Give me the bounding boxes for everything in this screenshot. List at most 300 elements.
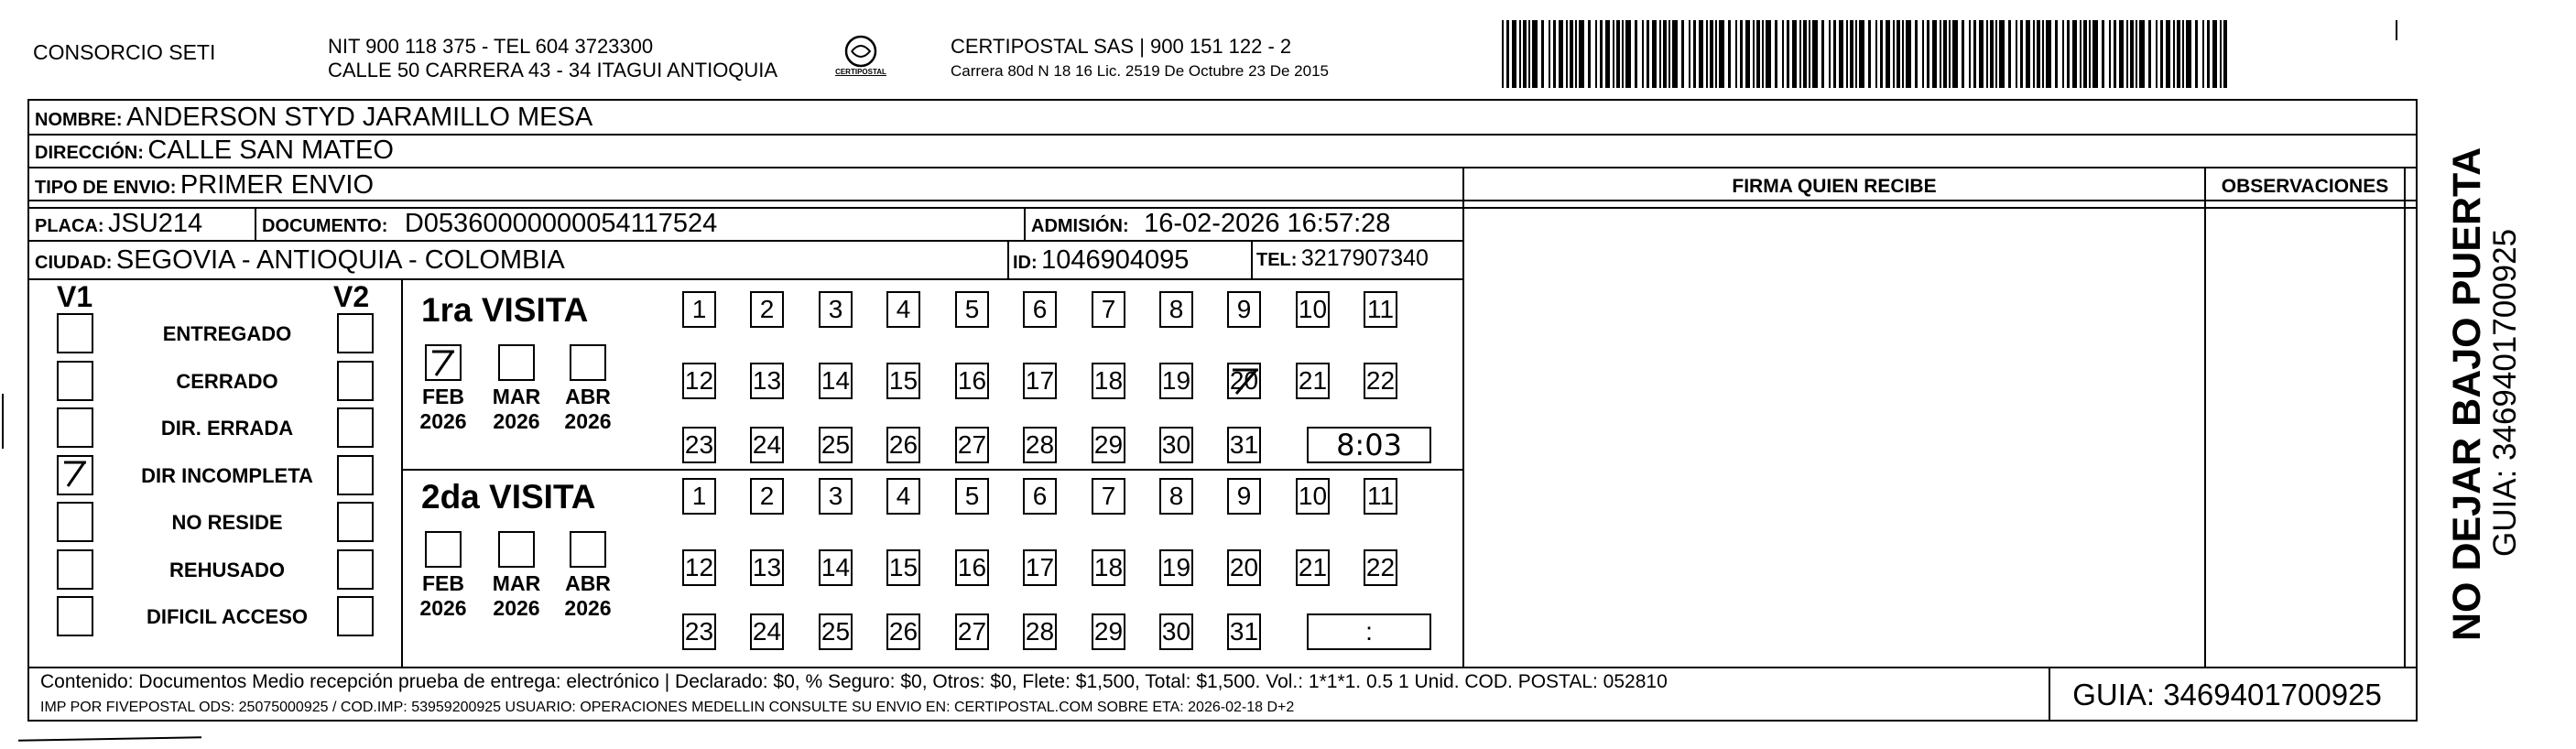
status-label: DIR. ERRADA (160, 417, 294, 440)
barcode-bar (1575, 20, 1577, 88)
visit1-day-box[interactable]: 24 (750, 427, 784, 463)
visit1-day-box[interactable]: 9 (1227, 291, 1261, 328)
barcode-bar (1915, 20, 1918, 88)
certipostal-line1: CERTIPOSTAL SAS | 900 151 122 - 2 (951, 35, 1292, 58)
side-guia: GUIA: 3469401700925 (2487, 228, 2523, 557)
barcode-bar (2156, 20, 2158, 88)
barcode-bar (1803, 20, 1807, 88)
barcode-bar (1706, 20, 1708, 88)
row-line (27, 240, 1463, 242)
barcode-bar (1549, 20, 1550, 88)
visit1-day-box[interactable]: 4 (886, 291, 920, 328)
visit2-month-label (560, 571, 615, 621)
barcode-bar (1986, 20, 1988, 88)
barcode-bar (2083, 20, 2087, 88)
status-v1-checkbox[interactable] (57, 596, 93, 636)
status-v1-checkbox[interactable] (57, 502, 93, 542)
visit2-day-box[interactable]: 6 (1023, 478, 1057, 515)
barcode-bar (2186, 20, 2191, 88)
barcode-bar (2173, 20, 2175, 88)
barcode-bar (1541, 20, 1544, 88)
direccion-value: CALLE SAN MATEO (147, 136, 394, 165)
barcode-bar (2072, 20, 2077, 88)
barcode-bar (2092, 20, 2098, 88)
visit2-month-label (489, 571, 544, 621)
col-line (1251, 240, 1253, 278)
visit1-month-year: 2026 (493, 409, 540, 433)
barcode-bar (2136, 20, 2137, 88)
barcode-bar (1512, 20, 1516, 88)
barcode-bar (1647, 20, 1649, 88)
ciudad-value: SEGOVIA - ANTIOQUIA - COLOMBIA (115, 245, 565, 275)
barcode-bar (2119, 20, 2124, 88)
barcode-bar (1710, 20, 1713, 88)
barcode-bar (1693, 20, 1696, 88)
corner-mark (2396, 20, 2397, 40)
visit2-day-box[interactable]: 22 (1364, 549, 1397, 586)
visit1-day-box[interactable]: 27 (955, 427, 989, 463)
visit2-day-box[interactable]: 19 (1159, 549, 1193, 586)
status-v1-checkbox[interactable] (57, 455, 93, 495)
barcode-bar (2046, 20, 2051, 88)
certipostal-logo-icon (833, 33, 888, 84)
tipo-label: TIPO DE ENVIO: (35, 178, 177, 198)
barcode-bar (2080, 20, 2081, 88)
visit1-day-box[interactable]: 1 (682, 291, 716, 328)
visit1-day-box[interactable]: 25 (819, 427, 853, 463)
visit2-title: 2da VISITA (421, 478, 596, 516)
barcode-bar (1799, 20, 1801, 88)
company-name: CONSORCIO SETI (33, 40, 216, 64)
visit1-day-box[interactable]: 31 (1227, 427, 1261, 463)
barcode-bar (1699, 20, 1703, 88)
visit1-day-box[interactable]: 20 (1227, 363, 1261, 399)
barcode-bar (1775, 20, 1777, 88)
visit1-day-box[interactable]: 3 (819, 291, 853, 328)
check-mark-icon (57, 455, 93, 492)
barcode-bar (1850, 20, 1853, 88)
barcode-bar (1616, 20, 1620, 88)
status-v2-checkbox[interactable] (337, 361, 374, 401)
barcode-bar (1595, 20, 1597, 88)
visit1-day-box[interactable]: 10 (1296, 291, 1330, 328)
visit-divider (401, 469, 1463, 471)
nombre-value: ANDERSON STYD JARAMILLO MESA (126, 103, 593, 132)
visit1-day-box[interactable]: 6 (1023, 291, 1057, 328)
visit1-day-box[interactable]: 21 (1296, 363, 1330, 399)
barcode-bar (1875, 20, 1877, 88)
visit1-day-box[interactable]: 19 (1159, 363, 1193, 399)
visit1-day-box[interactable]: 30 (1159, 427, 1193, 463)
visit2-day-box[interactable]: 11 (1364, 478, 1397, 515)
col-line (2049, 667, 2050, 722)
barcode-bar (1588, 20, 1591, 88)
visit2-day-box[interactable]: 30 (1159, 613, 1193, 650)
barcode-bar (2067, 20, 2070, 88)
tipo-value: PRIMER ENVIO (179, 170, 375, 200)
col-line (255, 207, 256, 240)
visit1-time-box[interactable]: 8:03 (1307, 427, 1431, 463)
barcode-bar (1809, 20, 1810, 88)
status-label: DIFICIL ACCESO (146, 605, 308, 628)
tipo-row (35, 170, 374, 201)
visit1-month-year: 2026 (419, 409, 467, 433)
barcode-bar (1782, 20, 1784, 88)
barcode-bar (1821, 20, 1824, 88)
status-label: ENTREGADO (162, 322, 292, 345)
barcode-bar (2033, 20, 2035, 88)
barcode-bar (2212, 20, 2217, 88)
status-v2-checkbox[interactable] (337, 313, 374, 353)
visit1-day-box[interactable]: 22 (1364, 363, 1397, 399)
id-row (1013, 245, 1189, 276)
visit2-month-name: MAR (492, 571, 541, 595)
status-v1-checkbox[interactable] (57, 313, 93, 353)
barcode-bar (1999, 20, 2005, 88)
visit2-day-box[interactable]: 9 (1227, 478, 1261, 515)
barcode-bar (1689, 20, 1690, 88)
admision-value: 16-02-2026 16:57:28 (1144, 209, 1391, 238)
row-line (27, 278, 1463, 280)
visit1-day-box[interactable]: 26 (886, 427, 920, 463)
barcode-bar (1812, 20, 1818, 88)
admision-label: ADMISIÓN: (1031, 216, 1129, 236)
barcode-bar (2160, 20, 2163, 88)
check-mark-icon (1227, 363, 1264, 399)
barcode-bar (2166, 20, 2170, 88)
barcode-bar (1663, 20, 1667, 88)
barcode-bar (1932, 20, 1937, 88)
barcode (1502, 20, 2227, 88)
visit1-day-box[interactable]: 2 (750, 291, 784, 328)
v1-label: V1 (57, 280, 93, 313)
barcode-bar (1659, 20, 1661, 88)
visit2-day-box[interactable]: 31 (1227, 613, 1261, 650)
col-line (1007, 240, 1009, 278)
barcode-bar (1886, 20, 1890, 88)
footer-contenido: Contenido: Documentos Medio recepción prueba de entrega: electrónico | Declarado: $0, % Seguro: $0, Otros: $0, Flete: $1,500, Total: $1,500. Vol.: 1*1*1. 0.5 1 Unid. COD. POSTAL: 052810 (40, 671, 1668, 692)
barcode-bar (1979, 20, 1984, 88)
barcode-bar (1668, 20, 1670, 88)
ciudad-row (35, 245, 565, 276)
visit2-time-box[interactable]: : (1307, 613, 1431, 650)
barcode-bar (1625, 20, 1631, 88)
certipostal-logo-text: CERTIPOSTAL (835, 68, 886, 76)
barcode-bar (2109, 20, 2111, 88)
status-v2-checkbox[interactable] (337, 502, 374, 542)
documento-value: D05360000000054117524 (404, 209, 718, 238)
barcode-bar (2042, 20, 2044, 88)
barcode-bar (1787, 20, 1789, 88)
visit1-month-label (489, 385, 544, 434)
barcode-bar (1672, 20, 1678, 88)
barcode-bar (2177, 20, 2180, 88)
visit2-day-box[interactable]: 28 (1023, 613, 1057, 650)
barcode-bar (1762, 20, 1764, 88)
visit2-day-box[interactable]: 4 (886, 478, 920, 515)
status-v1-checkbox[interactable] (57, 407, 93, 448)
tel-row (1256, 245, 1429, 272)
nombre-label: NOMBRE: (35, 110, 123, 130)
barcode-bar (1880, 20, 1883, 88)
status-label: DIR INCOMPLETA (141, 464, 313, 487)
footer-guia: GUIA: 3469401700925 (2072, 678, 2382, 711)
barcode-bar (1519, 20, 1521, 88)
nombre-row (35, 103, 592, 133)
status-v2-checkbox[interactable] (337, 455, 374, 495)
visit2-month-label (416, 571, 471, 621)
barcode-bar (2089, 20, 2091, 88)
visit1-month-name: ABR (565, 385, 611, 408)
col-line (2204, 167, 2206, 667)
visit1-day-box[interactable]: 15 (886, 363, 920, 399)
barcode-bar (2008, 20, 2011, 88)
documento-row (262, 209, 717, 239)
visit2-day-box[interactable]: 10 (1296, 478, 1330, 515)
certipostal-line2: Carrera 80d N 18 16 Lic. 2519 De Octubre 23 De 2015 (951, 62, 1329, 80)
direccion-label: DIRECCIÓN: (35, 143, 144, 163)
barcode-bar (2026, 20, 2030, 88)
visit2-day-box[interactable]: 29 (1092, 613, 1125, 650)
documento-label: DOCUMENTO: (262, 216, 388, 236)
barcode-bar (2126, 20, 2128, 88)
barcode-bar (1897, 20, 1900, 88)
barcode-bar (1846, 20, 1848, 88)
barcode-bar (1839, 20, 1843, 88)
visit1-month-checkbox[interactable] (498, 344, 535, 381)
barcode-bar (1715, 20, 1717, 88)
barcode-bar (2202, 20, 2204, 88)
row-line (27, 167, 2418, 168)
barcode-bar (2062, 20, 2064, 88)
barcode-bar (1642, 20, 1644, 88)
barcode-bar (1613, 20, 1614, 88)
id-value: 1046904095 (1041, 245, 1190, 275)
barcode-bar (1859, 20, 1864, 88)
barcode-bar (1728, 20, 1731, 88)
visit1-month-checkbox[interactable] (570, 344, 606, 381)
barcode-bar (1652, 20, 1657, 88)
row-line (27, 667, 2418, 668)
visit2-month-name: FEB (422, 571, 464, 595)
firma-header: FIRMA QUIEN RECIBE (1732, 176, 1937, 197)
barcode-bar (1952, 20, 1958, 88)
barcode-bar (1605, 20, 1610, 88)
barcode-bar (1792, 20, 1797, 88)
visit2-month-year: 2026 (493, 596, 540, 620)
visit1-day-box[interactable]: 11 (1364, 291, 1397, 328)
visit2-day-box[interactable]: 1 (682, 478, 716, 515)
barcode-bar (1962, 20, 1964, 88)
visit2-day-box[interactable]: 14 (819, 549, 853, 586)
visit2-day-box[interactable]: 16 (955, 549, 989, 586)
barcode-bar (2055, 20, 2058, 88)
barcode-bar (1927, 20, 1929, 88)
visit2-day-box[interactable]: 25 (819, 613, 853, 650)
barcode-bar (1893, 20, 1895, 88)
barcode-bar (1735, 20, 1737, 88)
status-v2-checkbox[interactable] (337, 596, 374, 636)
v2-label: V2 (333, 280, 370, 313)
barcode-bar (1528, 20, 1530, 88)
visit2-month-checkbox[interactable] (425, 531, 462, 568)
footer-imp: IMP POR FIVEPOSTAL ODS: 25075000925 / COD.IMP: 53959200925 USUARIO: OPERACIONES MEDELLIN CONSULTE SU ENVIO EN: CERTIPOSTAL.COM SOBRE ETA: 2026-02-18 D+2 (40, 700, 1295, 715)
placa-row (35, 209, 202, 239)
visit2-day-box[interactable]: 7 (1092, 478, 1125, 515)
barcode-bar (1973, 20, 1976, 88)
visit1-month-label (560, 385, 615, 434)
visit2-day-box[interactable]: 5 (955, 478, 989, 515)
barcode-bar (2130, 20, 2134, 88)
barcode-bar (1635, 20, 1637, 88)
barcode-bar (1943, 20, 1947, 88)
barcode-bar (1559, 20, 1563, 88)
status-v1-checkbox[interactable] (57, 361, 93, 401)
barcode-bar (2207, 20, 2210, 88)
barcode-bar (1579, 20, 1584, 88)
visit2-month-checkbox[interactable] (498, 531, 535, 568)
visit1-day-box[interactable]: 28 (1023, 427, 1057, 463)
visit2-day-box[interactable]: 8 (1159, 478, 1193, 515)
col-line (401, 278, 403, 667)
barcode-bar (1622, 20, 1624, 88)
visit2-month-checkbox[interactable] (570, 531, 606, 568)
bottom-edge-mark (18, 736, 201, 741)
barcode-bar (1940, 20, 1941, 88)
visit2-day-box[interactable]: 26 (886, 613, 920, 650)
address-line: CALLE 50 CARRERA 43 - 34 ITAGUI ANTIOQUIA (328, 59, 778, 81)
visit1-title: 1ra VISITA (421, 291, 589, 329)
visit2-day-box[interactable]: 23 (682, 613, 716, 650)
barcode-bar (2020, 20, 2023, 88)
barcode-bar (1855, 20, 1857, 88)
visit2-month-year: 2026 (419, 596, 467, 620)
barcode-bar (2102, 20, 2104, 88)
barcode-bar (2195, 20, 2198, 88)
barcode-bar (2139, 20, 2145, 88)
barcode-bar (1868, 20, 1871, 88)
barcode-bar (1995, 20, 1997, 88)
barcode-bar (1949, 20, 1951, 88)
visit1-day-box[interactable]: 5 (955, 291, 989, 328)
visit2-day-box[interactable]: 24 (750, 613, 784, 650)
id-label: ID: (1013, 253, 1038, 273)
barcode-bar (2114, 20, 2116, 88)
visit1-month-name: MAR (492, 385, 541, 408)
visit1-day-box[interactable]: 13 (750, 363, 784, 399)
visit1-month-label (416, 385, 471, 434)
visit1-day-box[interactable]: 8 (1159, 291, 1193, 328)
barcode-bar (1766, 20, 1771, 88)
row-line (27, 200, 2418, 201)
visit1-day-box[interactable]: 16 (955, 363, 989, 399)
col-line (2404, 167, 2406, 667)
visit1-day-box[interactable]: 17 (1023, 363, 1057, 399)
left-edge-mark (2, 394, 4, 449)
barcode-bar (2223, 20, 2227, 88)
barcode-bar (1566, 20, 1568, 88)
visit2-day-box[interactable]: 27 (955, 613, 989, 650)
barcode-bar (1756, 20, 1760, 88)
visit2-day-box[interactable]: 3 (819, 478, 853, 515)
barcode-bar (1745, 20, 1750, 88)
visit2-day-box[interactable]: 21 (1296, 549, 1330, 586)
barcode-bar (1502, 20, 1504, 88)
visit1-month-checkbox[interactable] (425, 344, 462, 381)
barcode-bar (2148, 20, 2151, 88)
status-v2-checkbox[interactable] (337, 549, 374, 590)
barcode-bar (2037, 20, 2040, 88)
status-v2-checkbox[interactable] (337, 407, 374, 448)
barcode-bar (1523, 20, 1527, 88)
check-mark-icon (425, 344, 462, 381)
barcode-bar (2182, 20, 2184, 88)
tel-label: TEL: (1256, 250, 1298, 270)
visit2-day-box[interactable]: 12 (682, 549, 716, 586)
barcode-bar (1532, 20, 1538, 88)
barcode-bar (1969, 20, 1971, 88)
barcode-bar (1681, 20, 1684, 88)
visit1-day-box[interactable]: 7 (1092, 291, 1125, 328)
visit2-day-box[interactable]: 13 (750, 549, 784, 586)
visit1-day-box[interactable]: 18 (1092, 363, 1125, 399)
status-label: NO RESIDE (171, 511, 283, 534)
barcode-bar (1506, 20, 1509, 88)
barcode-bar (2220, 20, 2222, 88)
visit1-month-name: FEB (422, 385, 464, 408)
barcode-bar (1833, 20, 1836, 88)
barcode-bar (1740, 20, 1743, 88)
barcode-bar (1719, 20, 1724, 88)
direccion-row (35, 136, 394, 166)
placa-label: PLACA: (35, 216, 104, 236)
tel-value: 3217907340 (1300, 245, 1429, 271)
visit1-month-year: 2026 (564, 409, 612, 433)
visit1-day-box[interactable]: 14 (819, 363, 853, 399)
visit2-month-year: 2026 (564, 596, 612, 620)
status-v1-checkbox[interactable] (57, 549, 93, 590)
visit2-day-box[interactable]: 20 (1227, 549, 1261, 586)
barcode-bar (1600, 20, 1603, 88)
visit2-day-box[interactable]: 17 (1023, 549, 1057, 586)
observaciones-header: OBSERVACIONES (2221, 176, 2389, 197)
admision-row (1031, 209, 1390, 239)
barcode-bar (1990, 20, 1994, 88)
barcode-bar (1922, 20, 1924, 88)
visit1-day-box[interactable]: 23 (682, 427, 716, 463)
barcode-bar (2016, 20, 2017, 88)
barcode-bar (1553, 20, 1556, 88)
visit2-day-box[interactable]: 15 (886, 549, 920, 586)
side-no-dejar: NO DEJAR BAJO PUERTA (2445, 147, 2489, 641)
visit1-day-box[interactable]: 29 (1092, 427, 1125, 463)
status-label: CERRADO (176, 370, 278, 393)
barcode-bar (1906, 20, 1911, 88)
barcode-bar (1829, 20, 1831, 88)
barcode-bar (1902, 20, 1904, 88)
visit2-month-name: ABR (565, 571, 611, 595)
visit2-day-box[interactable]: 18 (1092, 549, 1125, 586)
col-line (1024, 207, 1026, 240)
visit1-day-box[interactable]: 12 (682, 363, 716, 399)
certipostal-logo (833, 33, 888, 84)
nit-line: NIT 900 118 375 - TEL 604 3723300 (328, 35, 654, 58)
placa-value: JSU214 (108, 209, 203, 238)
barcode-bar (1753, 20, 1755, 88)
visit2-day-box[interactable]: 2 (750, 478, 784, 515)
barcode-bar (1570, 20, 1573, 88)
status-label: REHUSADO (169, 559, 285, 581)
